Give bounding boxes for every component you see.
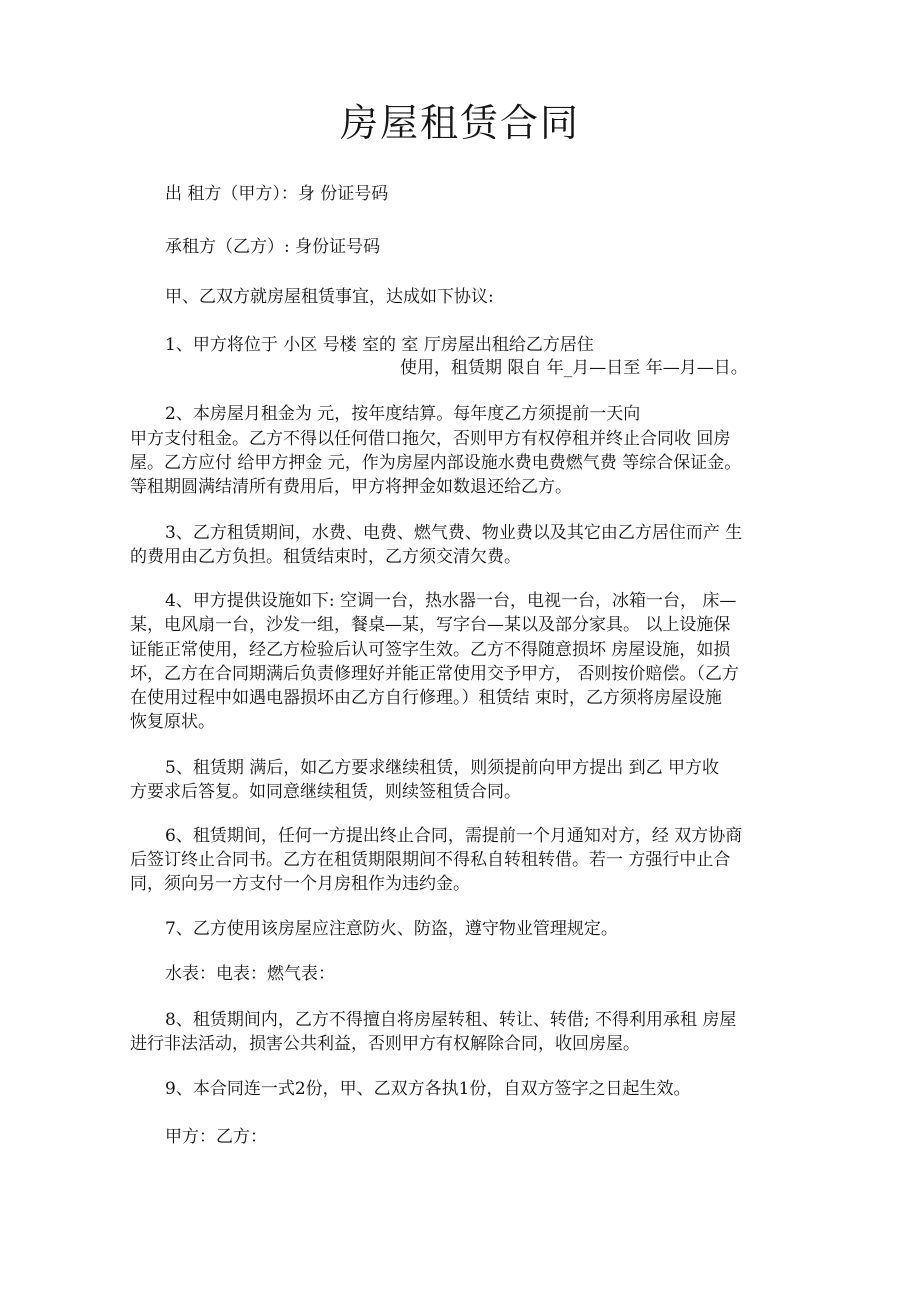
clause-5-line-2: 方要求后答复。如同意继续租赁，则续签租赁合同。 [130, 782, 521, 802]
clause-4-line-5: 在使用过程中如遇电器损坏由乙方自行修理。）租赁结 束时，乙方须将房屋设施 [130, 688, 722, 708]
agreement-intro: 甲、乙双方就房屋租赁事宜，达成如下协议: [165, 287, 494, 307]
clause-3-line-1: 3、乙方租赁期间，水费、电费、燃气费、物业费以及其它由乙方居住而产 生 [165, 523, 743, 543]
clause-6-line-2: 后签订终止合同书。乙方在租赁期限期间不得私自转租转借。若一 方强行中止合 [130, 850, 731, 870]
signature-line: 甲方：乙方： [165, 1127, 267, 1147]
clause-8-line-2: 进行非法活动，损害公共利益，否则甲方有权解除合同，收回房屋。 [130, 1034, 640, 1054]
clause-7-line-1: 7、乙方使用该房屋应注意防火、防盗，遵守物业管理规定。 [165, 919, 618, 939]
clause-6-line-1: 6、租赁期间，任何一方提出终止合同，需提前一个月通知对方，经 双方协商 [165, 826, 743, 846]
lessee-line: 承租方（乙方）: 身份证号码 [165, 237, 381, 257]
clause-4-line-2: 某，电风扇一台，沙发一组，餐桌—某，写字台—某以及部分家具。 以上设施保 [130, 615, 731, 635]
meter-readings: 水表：电表：燃气表： [165, 964, 335, 984]
clause-2-line-3: 屋。乙方应付 给甲方押金 元，作为房屋内部设施水费电费燃气费 等综合保证金。 [130, 453, 742, 473]
clause-8-line-1: 8、租赁期间内，乙方不得擅自将房屋转租、转让、转借; 不得利用承租 房屋 [165, 1010, 737, 1030]
clause-1-line-2: 使用，租赁期 限自 年_月—日至 年—月—日。 [400, 358, 748, 378]
clause-9-line-1: 9、本合同连一式2份，甲、乙双方各执1份，自双方签字之日起生效。 [165, 1079, 691, 1099]
document-title: 房屋租赁合同 [339, 101, 580, 145]
clause-1-line-1: 1、甲方将位于 小区 号楼 室的 室 厅房屋出租给乙方居住 [165, 335, 594, 355]
clause-5-line-1: 5、租赁期 满后，如乙方要求继续租赁，则须提前向甲方提出 到乙 甲方收 [165, 758, 720, 778]
clause-6-line-3: 同，须向另一方支付一个月房租作为违约金。 [130, 874, 470, 894]
clause-4-line-6: 恢复原状。 [130, 712, 215, 732]
clause-4-line-4: 坏，乙方在合同期满后负责修理好并能正常使用交予甲方， 否则按价赔偿。（乙方 [130, 664, 739, 684]
clause-2-line-4: 等租期圆满结清所有费用后，甲方将押金如数退还给乙方。 [130, 477, 572, 497]
clause-2-line-1: 2、本房屋月租金为 元，按年度结算。每年度乙方须提前一天向 [165, 404, 641, 424]
clause-4-line-1: 4、甲方提供设施如下: 空调一台，热水器一台，电视一台，冰箱一台， 床— [165, 591, 737, 611]
clause-4-line-3: 证能正常使用，经乙方检验后认可签字生效。乙方不得随意损坏 房屋设施，如损 [130, 640, 731, 660]
clause-2-line-2: 甲方支付租金。乙方不得以任何借口拖欠，否则甲方有权停租并终止合同收 回房 [130, 429, 731, 449]
clause-3-line-2: 的费用由乙方负担。租赁结束时，乙方须交清欠费。 [130, 547, 521, 567]
lessor-line: 出 租方（甲方）：身 份证号码 [165, 184, 389, 204]
